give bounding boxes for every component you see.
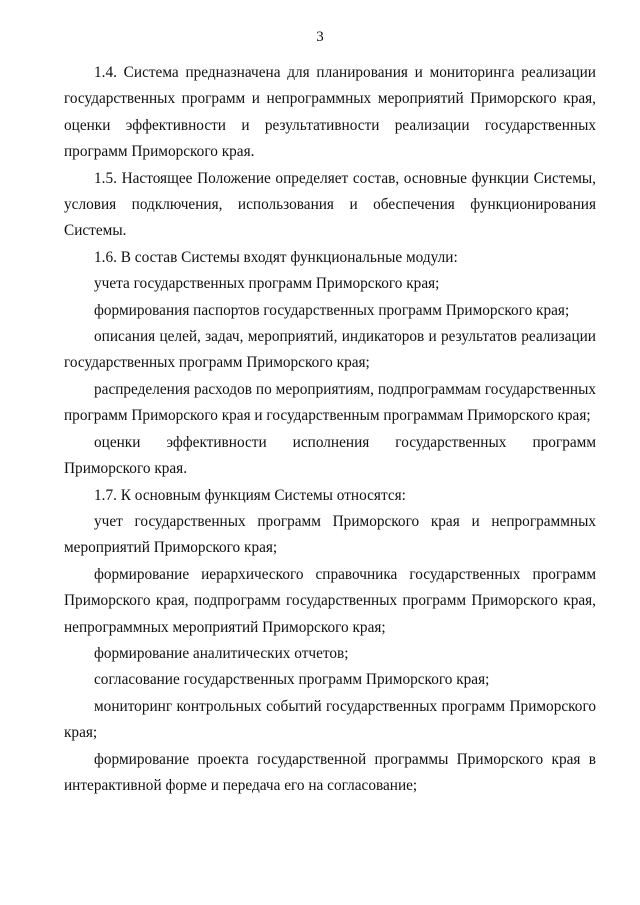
module-item: описания целей, задач, мероприятий, индикаторов и результатов реализации государственных программ Приморского края; — [64, 328, 596, 372]
function-item: формирование проекта государственной программы Приморского края в интерактивной форме и передача его на согласование; — [64, 750, 596, 794]
paragraph-1-6: 1.6. В состав Системы входят функциональные модули: — [94, 248, 458, 266]
module-item: распределения расходов по мероприятиям, подпрограммам государственных программ Приморского края и государственным программам Приморского края; — [64, 380, 596, 425]
module-item: учета государственных программ Приморского края; — [94, 275, 440, 293]
paragraph-1-4: 1.4. Система предназначена для планирования и мониторинга реализации государственных программ и непрограммных мероприятий Приморского края, оценки эффективности и результативности реализации государственных программ Приморского края. — [64, 64, 596, 161]
module-item: оценки эффективности исполнения государственных программ Приморского края. — [64, 433, 596, 478]
paragraph-1-7: 1.7. К основным функциям Системы относятся: — [94, 486, 406, 504]
document-body — [64, 60, 596, 799]
module-item: формирования паспортов государственных программ Приморского края; — [94, 301, 570, 319]
paragraph-1-5: 1.5. Настоящее Положение определяет состав, основные функции Системы, условия подключения, использования и обеспечения функционирования Системы. — [64, 169, 596, 240]
function-item: формирование иерархического справочника государственных программ Приморского края, подпрограмм государственных программ Приморского края, непрограммных мероприятий Приморского края; — [64, 565, 596, 636]
function-item: согласование государственных программ Приморского края; — [94, 671, 490, 689]
page-number: 3 — [316, 29, 324, 45]
function-item: формирование аналитических отчетов; — [94, 644, 349, 662]
function-item: учет государственных программ Приморского края и непрограммных мероприятий Приморского края; — [64, 512, 596, 557]
function-item: мониторинг контрольных событий государственных программ Приморского края; — [64, 697, 596, 742]
